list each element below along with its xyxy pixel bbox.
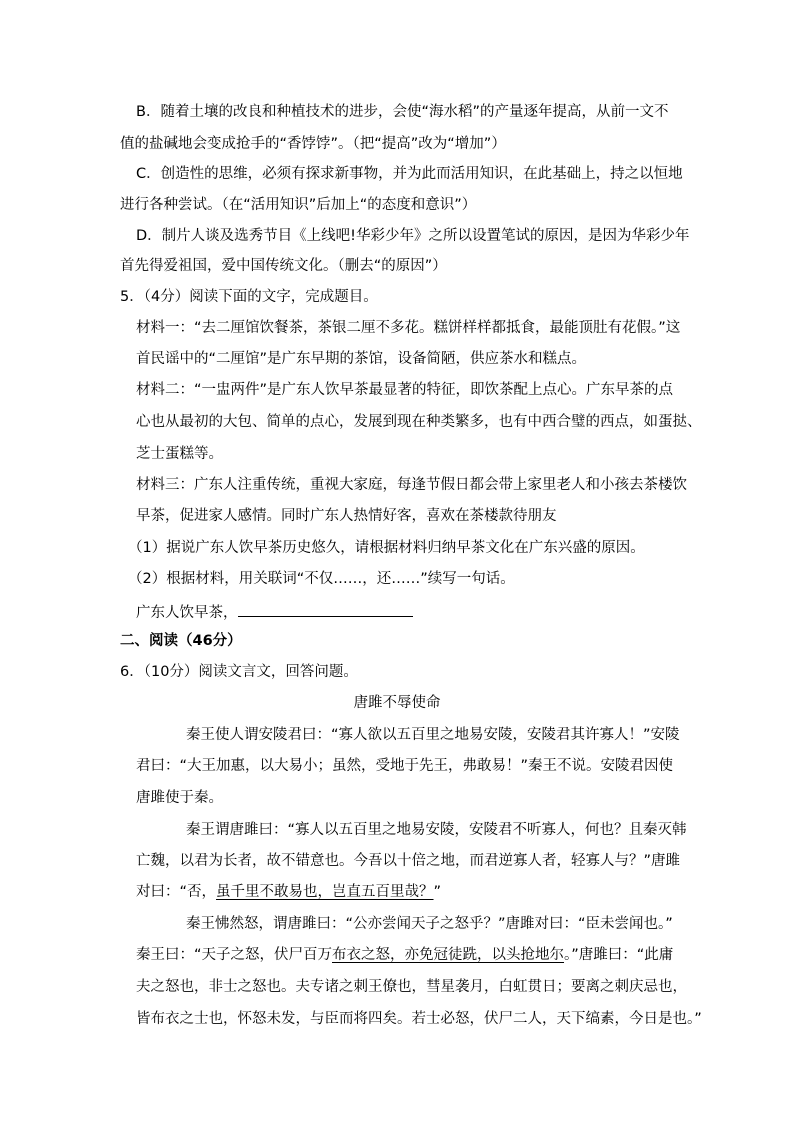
underlined-phrase-2: 布衣之怒，亦免冠徒跣，以头抢地尔: [332, 947, 565, 963]
passage-title: 唐雎不辱使命: [353, 695, 441, 711]
question-6-heading: 6．（10分）阅读文言文，回答问题。: [120, 664, 358, 680]
passage-p3-line-2-end: 。”唐雎曰：“此庸: [564, 947, 674, 963]
passage-p1-line-2: 君曰：“大王加惠，以大易小；虽然，受地于先王，弗敢易！”秦王不说。安陵君因使: [136, 758, 674, 774]
passage-p1-line-1: 秦王使人谓安陵君曰：“寡人欲以五百里之地易安陵，安陵君其许寡人！”安陵: [186, 727, 680, 743]
option-c-line-2: 进行各种尝试。（在“活用知识”后加上“的态度和意识”）: [120, 197, 477, 213]
answer-blank[interactable]: [238, 600, 413, 617]
passage-p3-line-2: [136, 945, 673, 965]
question-5-heading: 5．（4分）阅读下面的文字，完成题目。: [120, 289, 378, 305]
material-1-line-2: 首民谣中的“二厘馆”是广东早期的茶馆，设备简陋，供应茶水和糕点。: [136, 351, 587, 367]
passage-p3-line-3: 夫之怒也，非士之怒也。夫专诸之刺王僚也，彗星袭月，白虹贯日；要离之刺庆忌也，: [136, 979, 687, 995]
section-2-heading: 二、阅读（46分）: [120, 633, 242, 649]
underlined-phrase-1: 虽千里不敢易也，岂直五百里哉？: [216, 884, 434, 900]
answer-prefix: 广东人饮早茶，: [136, 605, 238, 621]
material-2-line-3: 芝士蛋糕等。: [136, 446, 223, 462]
option-c-line-1: C．创造性的思维，必须有探求新事物，并为此而活用知识，在此基础上，持之以恒地: [136, 166, 683, 182]
sub-question-2: （2）根据材料，用关联词“不仅……，还……”续写一句话。: [128, 571, 515, 587]
option-b-line-2: 值的盐碱地会变成抢手的“香饽饽”。（把“提高”改为“增加”）: [120, 136, 506, 152]
passage-p3-line-2-start: 秦王曰：“天子之怒，伏尸百万: [136, 947, 333, 963]
option-b-line-1: B．随着土壤的改良和种植技术的进步，会使“海水稻”的产量逐年提高，从前一文不: [136, 104, 669, 120]
material-3-line-1: 材料三：广东人注重传统，重视大家庭，每逢节假日都会带上家里老人和小孩去茶楼饮: [136, 477, 687, 493]
material-3-line-2: 早茶，促进家人感情。同时广东人热情好客，喜欢在茶楼款待朋友: [136, 508, 557, 524]
material-1-line-1: 材料一：“去二厘馆饮餐茶，茶银二厘不多花。糕饼样样都抵食，最能顶肚有花假。”这: [136, 320, 681, 336]
passage-p2-line-3-start: 对曰：“否，: [136, 884, 217, 900]
passage-p3-line-4: 皆布衣之士也，怀怒未发，与臣而将四矣。若士必怒，伏尸二人，天下缟素，今日是也。”: [136, 1011, 702, 1027]
material-2-line-1: 材料二：“一盅两件”是广东人饮早茶最显著的特征，即饮茶配上点心。广东早茶的点: [136, 382, 674, 398]
passage-p3-line-1: 秦王怫然怒，谓唐雎曰：“公亦尝闻天子之怒乎？”唐雎对曰：“臣未尝闻也。”: [186, 916, 673, 932]
passage-p2-line-3-end: ”: [433, 884, 442, 900]
passage-p1-line-3: 唐雎使于秦。: [136, 790, 223, 806]
passage-p2-line-1: 秦王谓唐雎曰：“寡人以五百里之地易安陵，安陵君不听寡人，何也？且秦灭韩: [186, 822, 687, 838]
answer-line: [136, 600, 413, 623]
material-2-line-2: 心也从最初的大包、简单的点心，发展到现在种类繁多，也有中西合璧的西点，如蛋挞、: [136, 414, 702, 430]
sub-question-1: （1）据说广东人饮早茶历史悠久，请根据材料归纳早茶文化在广东兴盛的原因。: [128, 540, 645, 556]
passage-p2-line-2: 亡魏，以君为长者，故不错意也。今吾以十倍之地，而君逆寡人者，轻寡人与？”唐雎: [136, 853, 681, 869]
option-d-line-2: 首先得爱祖国，爱中国传统文化。（删去“的原因”）: [120, 258, 447, 274]
passage-p2-line-3: [136, 882, 441, 902]
option-d-line-1: D．制片人谈及选秀节目《上线吧!华彩少年》之所以设置笔试的原因，是因为华彩少年: [136, 228, 690, 244]
